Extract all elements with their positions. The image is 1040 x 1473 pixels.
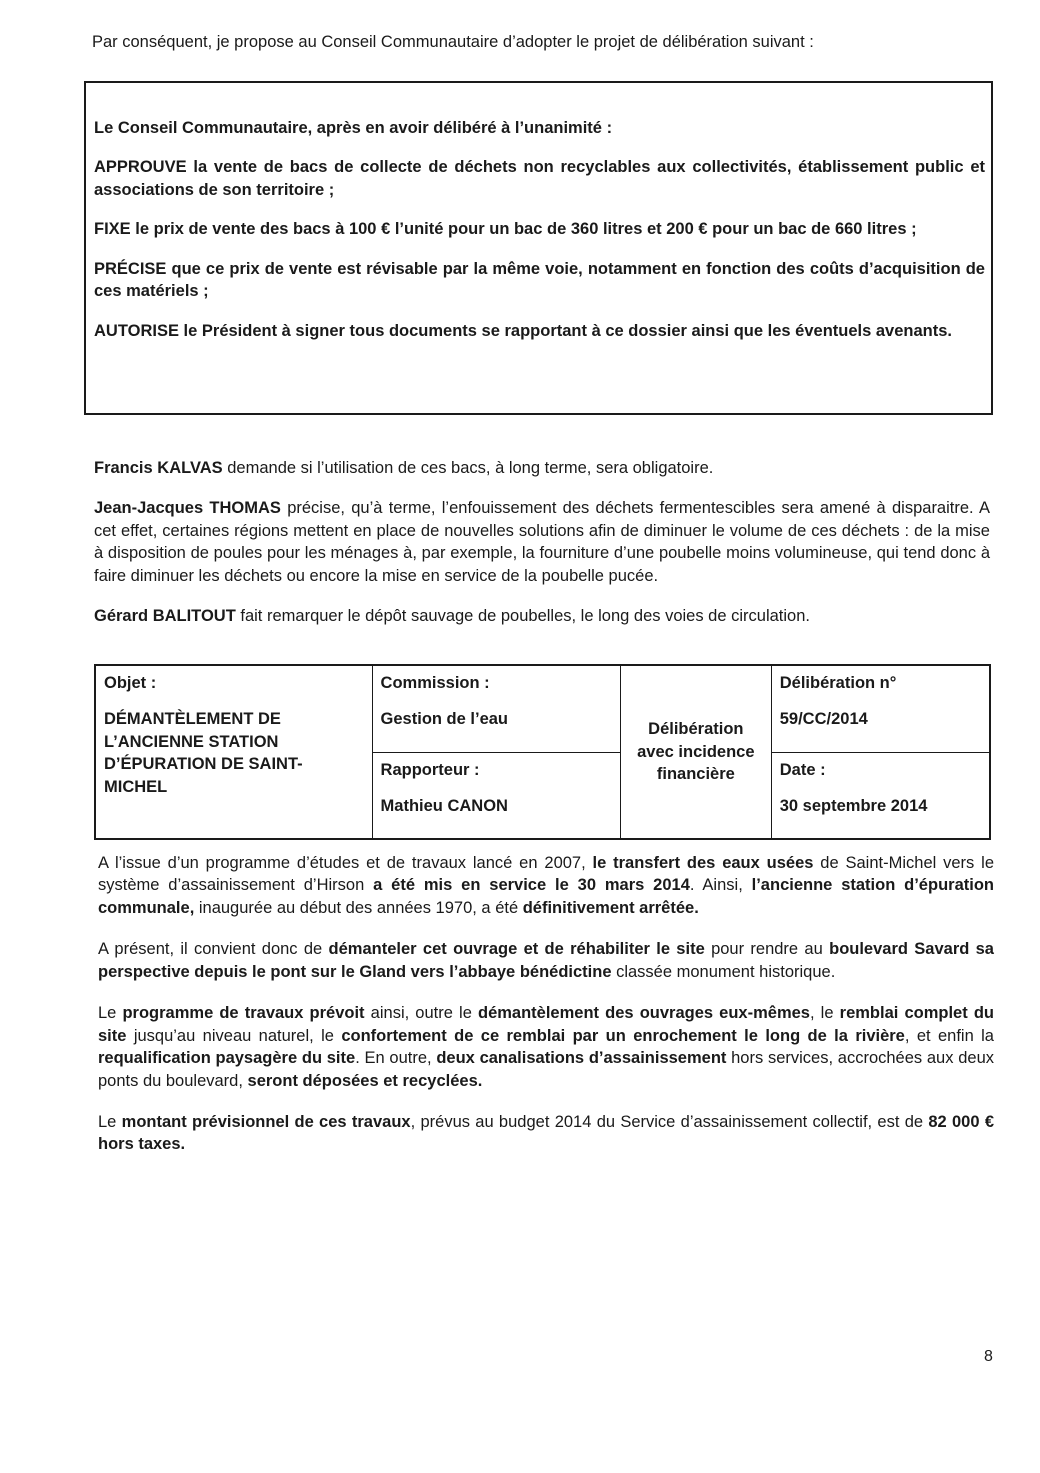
box-approuve-kw: APPROUVE	[94, 158, 187, 177]
commission-label: Commission :	[380, 674, 490, 692]
text-run: . Ainsi,	[689, 876, 752, 895]
box-autorise	[94, 320, 985, 342]
text-run: Le	[98, 1004, 123, 1023]
remark-kalvas-name: Francis KALVAS	[94, 459, 223, 477]
objet-value: DÉMANTÈLEMENT DE L’ANCIENNE STATION D’ÉPURATION DE SAINT-MICHEL	[104, 710, 303, 796]
box-approuve-text: la vente de bacs de collecte de déchets non recyclables aux collectivités, établissement public et associations de son territoire ;	[94, 158, 985, 199]
box-autorise-kw: AUTORISE	[94, 321, 179, 340]
box-fixe-kw: FIXE	[94, 220, 131, 239]
intro-sentence: Par conséquent, je propose au Conseil Communautaire d’adopter le projet de délibération suivant :	[92, 33, 814, 51]
box-approuve	[94, 156, 985, 201]
text-run: . En outre,	[355, 1049, 437, 1068]
box-precise-kw: PRÉCISE	[94, 259, 167, 278]
deliberation-type-cell	[620, 665, 771, 839]
bold-run: 82 000 € hors taxes.	[98, 1112, 995, 1154]
box-precise-text: que ce prix de vente est révisable par la même voie, notamment en fonction des coûts d’acquisition de ces matériels ;	[94, 259, 985, 301]
body-paragraph-4	[98, 1111, 994, 1156]
bold-run: deux canalisations d’assainissement	[436, 1049, 727, 1068]
text-run: Le	[98, 1112, 122, 1131]
deliberation-box	[84, 81, 993, 415]
objet-label: Objet :	[104, 674, 157, 692]
commission-cell	[372, 665, 620, 752]
text-run: pour rendre au	[704, 940, 830, 959]
text-run: A l’issue d’un programme d’études et de travaux lancé en 2007,	[98, 854, 593, 872]
deliberation-number-label: Délibération n°	[779, 674, 897, 692]
box-heading: Le Conseil Communautaire, après en avoir délibéré à l’unanimité :	[94, 119, 613, 137]
bold-run: démanteler cet ouvrage et de réhabiliter le site	[328, 940, 705, 959]
page-number: 8	[984, 1348, 993, 1365]
remarks-section	[94, 457, 990, 646]
text-run: , et enfin la	[904, 1026, 994, 1045]
remark-balitout	[94, 605, 990, 627]
bold-run: remblai complet du site	[98, 1004, 994, 1045]
bold-run: boulevard Savard sa perspective depuis le pont sur le Gland vers l’abbaye bénédictine	[98, 940, 994, 981]
commission-value: Gestion de l’eau	[380, 710, 508, 729]
bold-run: seront déposées et recyclées.	[247, 1071, 483, 1090]
remark-kalvas	[94, 457, 990, 479]
text-run: inaugurée au début des années 1970, a été	[194, 898, 523, 917]
body-paragraph-1	[98, 852, 994, 919]
bold-run: le transfert des eaux usées	[592, 854, 814, 872]
deliberation-number-value: 59/CC/2014	[779, 710, 868, 729]
bold-run: confortement de ce remblai par un enrochement le long de la rivière	[341, 1026, 905, 1045]
remark-thomas-name: Jean-Jacques THOMAS	[94, 499, 281, 518]
text-run: jusqu’au niveau naturel, le	[126, 1026, 342, 1045]
remark-balitout-name: Gérard BALITOUT	[94, 607, 236, 626]
box-precise	[94, 258, 985, 303]
text-run: A présent, il convient donc de	[98, 940, 329, 959]
deliberation-number-cell	[771, 665, 990, 752]
text-run: de Saint-Michel vers le système d’assainissement d’Hirson	[98, 854, 994, 895]
bold-run: montant prévisionnel de ces travaux	[121, 1112, 411, 1131]
bold-run: définitivement arrêtée.	[522, 898, 699, 917]
bold-run: l’ancienne station d’épuration communale,	[98, 876, 994, 917]
box-fixe	[94, 218, 985, 240]
text-run: hors services, accrochées aux deux ponts du boulevard,	[98, 1049, 994, 1090]
deliberation-type: Délibération avec incidence financière	[637, 720, 755, 784]
rapporteur-label: Rapporteur :	[380, 760, 480, 779]
deliberation-header-table	[94, 664, 991, 840]
remark-kalvas-text: demande si l’utilisation de ces bacs, à long terme, sera obligatoire.	[222, 459, 714, 477]
body-paragraph-3	[98, 1002, 994, 1092]
body-section	[98, 852, 994, 1175]
box-fixe-text: le prix de vente des bacs à 100 € l’unité pour un bac de 360 litres et 200 € pour un bac de 660 litres ;	[130, 220, 917, 239]
date-cell	[771, 752, 990, 839]
body-paragraph-2	[98, 938, 994, 983]
bold-run: programme de travaux prévoit	[122, 1004, 365, 1023]
text-run: , prévus au budget 2014 du Service d’assainissement collectif, est de	[410, 1112, 929, 1131]
remark-thomas	[94, 497, 990, 587]
text-run: classée monument historique.	[611, 962, 836, 981]
text-run: ainsi, outre le	[364, 1004, 478, 1023]
rapporteur-cell	[372, 752, 620, 839]
box-autorise-text: le Président à signer tous documents se rapportant à ce dossier ainsi que les éventuels avenants.	[178, 321, 952, 340]
remark-thomas-text: précise, qu’à terme, l’enfouissement des déchets fermentescibles sera amené à disparaitre. A cet effet, certaines régions mettent en place de nouvelles solutions afin de diminuer le volume de ces déchets : de la mise à disposition de poules pour les ménages à, par exemple, la fourniture d’une poubelle moins volumineuse, qui tend donc à faire diminuer les déchets ou encore la mise en service de la poubelle pucée.	[94, 499, 990, 585]
remark-balitout-text: fait remarquer le dépôt sauvage de poubelles, le long des voies de circulation.	[235, 607, 810, 626]
rapporteur-value: Mathieu CANON	[380, 796, 508, 815]
bold-run: a été mis en service le 30 mars 2014	[373, 876, 690, 895]
date-label: Date :	[779, 760, 826, 779]
text-run: , le	[809, 1004, 840, 1023]
date-value: 30 septembre 2014	[779, 796, 928, 815]
bold-run: requalification paysagère du site	[98, 1049, 356, 1068]
bold-run: démantèlement des ouvrages eux-mêmes	[478, 1004, 810, 1023]
objet-cell	[95, 665, 372, 839]
